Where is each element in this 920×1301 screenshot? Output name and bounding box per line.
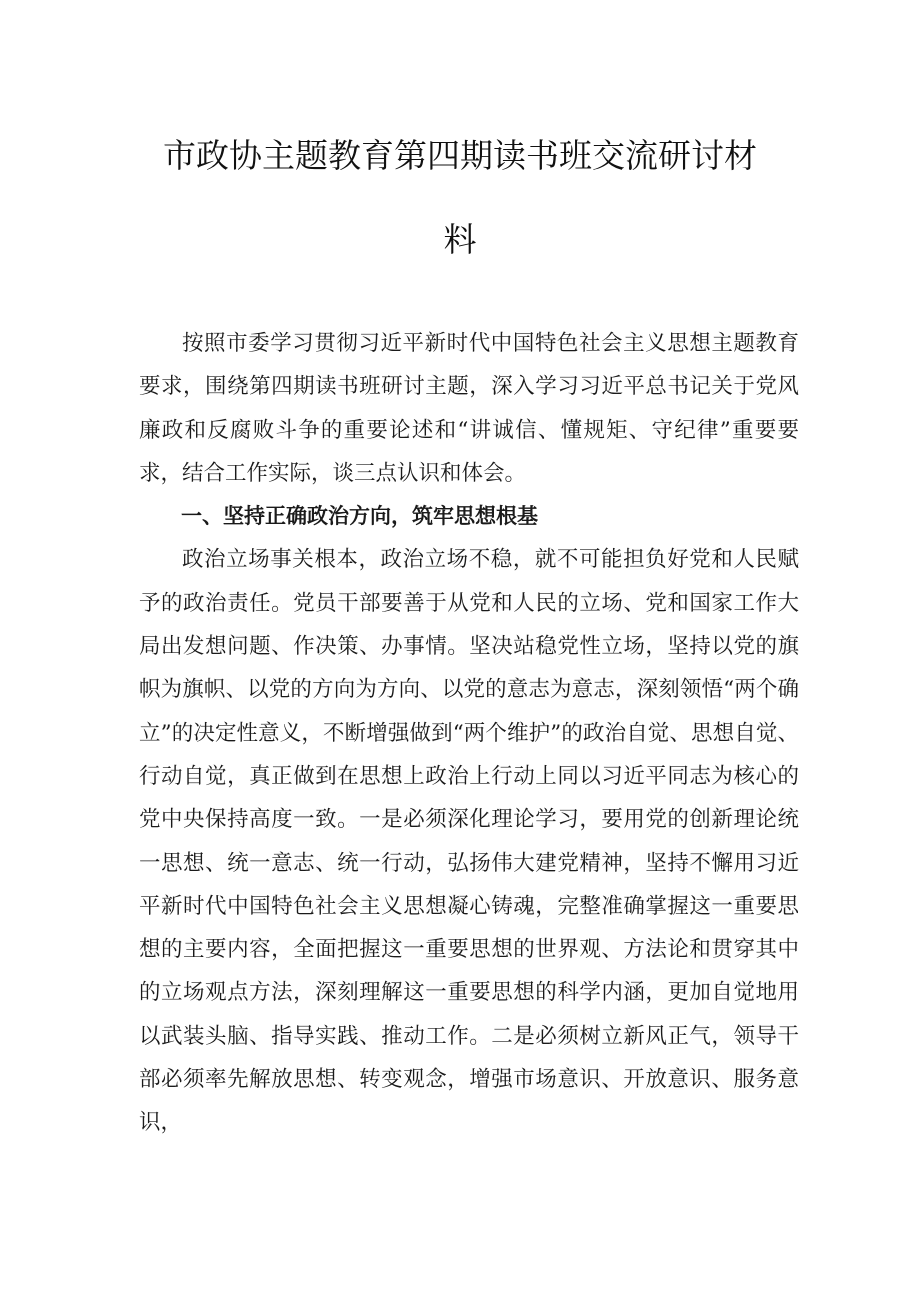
document-title-line-1: 市政协主题教育第四期读书班交流研讨材	[163, 136, 757, 175]
document-title-line-2: 料	[443, 220, 477, 259]
section-1-heading: 一、坚持正确政治方向，筑牢思想根基	[181, 504, 538, 529]
intro-paragraph: 按照市委学习贯彻习近平新时代中国特色社会主义思想主题教育要求，围绕第四期读书班研讨主题，深入学习习近平总书记关于党风廉政和反腐败斗争的重要论述和“讲诚信、懂规矩、守纪律”重要要求，结合工作实际，谈三点认识和体会。	[139, 331, 799, 486]
section-1-paragraph: 政治立场事关根本，政治立场不稳，就不可能担负好党和人民赋予的政治责任。党员干部要善于从党和人民的立场、党和国家工作大局出发想问题、作决策、办事情。坚决站稳党性立场，坚持以党的旗帜为旗帜、以党的方向为方向、以党的意志为意志，深刻领悟“两个确立”的决定性意义，不断增强做到“两个维护”的政治自觉、思想自觉、行动自觉，真正做到在思想上政治上行动上同以习近平同志为核心的党中央保持高度一致。一是必须深化理论学习，要用党的创新理论统一思想、统一意志、统一行动，弘扬伟大建党精神，坚持不懈用习近平新时代中国特色社会主义思想凝心铸魂，完整准确掌握这一重要思想的主要内容，全面把握这一重要思想的世界观、方法论和贯穿其中的立场观点方法，深刻理解这一重要思想的科学内涵，更加自觉地用以武装头脑、指导实践、推动工作。二是必须树立新风正气，领导干部必须率先解放思想、转变观念，增强市场意识、开放意识、服务意识，	[139, 547, 799, 1136]
document-body	[139, 322, 799, 1145]
